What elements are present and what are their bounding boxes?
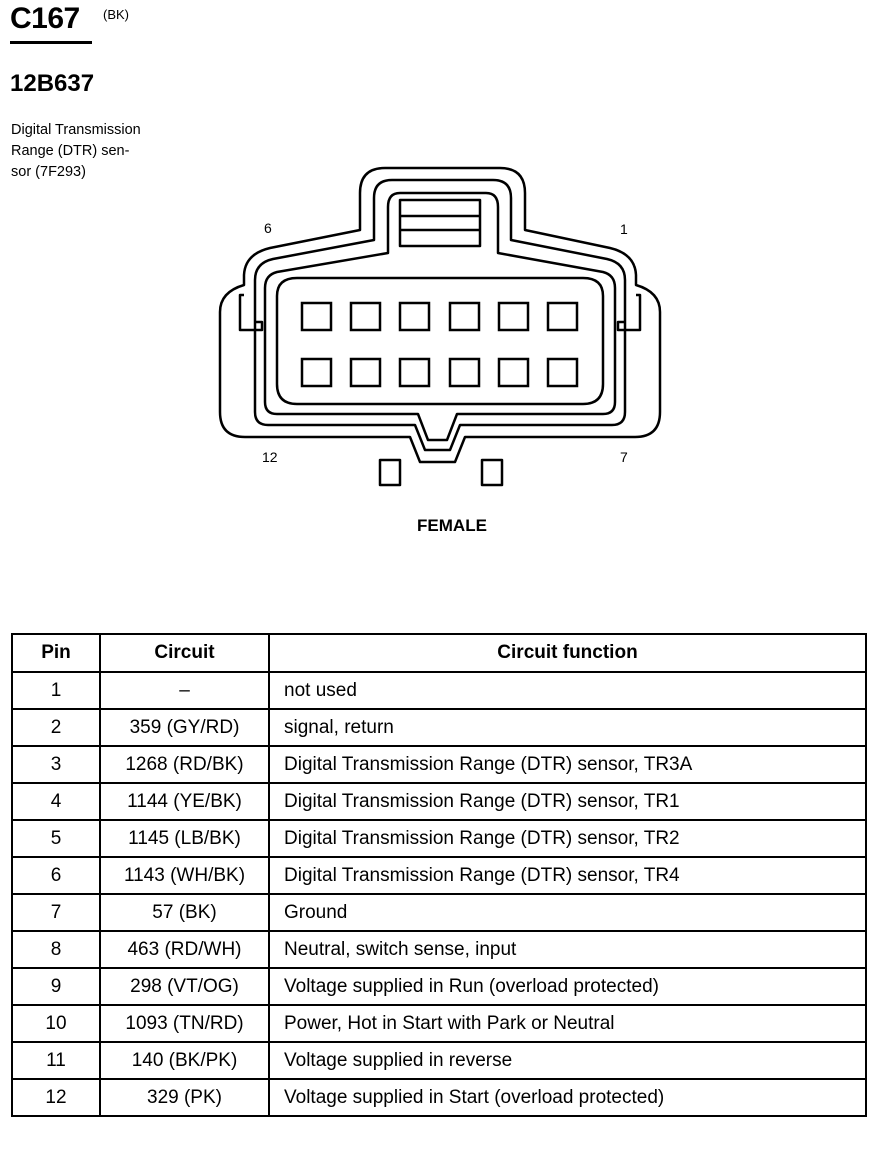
- pin-cavity-1: [548, 303, 577, 330]
- circuit-function: Ground: [269, 894, 866, 931]
- table-row: [12, 709, 866, 746]
- circuit: 1144 (YE/BK): [100, 783, 269, 820]
- description-line: sor (7F293): [11, 164, 86, 180]
- circuit: 57 (BK): [100, 894, 269, 931]
- pin-number: 8: [12, 931, 100, 968]
- table-row: [12, 1042, 866, 1079]
- pinout-table: [11, 633, 867, 1117]
- header-circuit: Circuit: [100, 634, 269, 672]
- connector-gender-label: FEMALE: [417, 516, 487, 535]
- pin-number: 12: [12, 1079, 100, 1116]
- pin-cavity-12: [302, 359, 331, 386]
- right-latch-ear: [618, 295, 640, 330]
- table-row: [12, 1005, 866, 1042]
- pin-number: 10: [12, 1005, 100, 1042]
- circuit: 463 (RD/WH): [100, 931, 269, 968]
- pin-cavity-2: [499, 303, 528, 330]
- pin-number: 2: [12, 709, 100, 746]
- pin-label-bottom-left: 12: [262, 449, 278, 465]
- part-number: 12B637: [10, 70, 95, 97]
- circuit: 359 (GY/RD): [100, 709, 269, 746]
- housing-outer-outline: [220, 168, 660, 462]
- circuit: 1143 (WH/BK): [100, 857, 269, 894]
- description-line: Range (DTR) sen-: [11, 143, 130, 159]
- pin-number: 4: [12, 783, 100, 820]
- circuit: 140 (BK/PK): [100, 1042, 269, 1079]
- circuit-function: Power, Hot in Start with Park or Neutral: [269, 1005, 866, 1042]
- circuit-function: Digital Transmission Range (DTR) sensor, TR3A: [269, 746, 866, 783]
- table-row: [12, 1079, 866, 1116]
- pin-number: 3: [12, 746, 100, 783]
- bottom-key-left: [380, 460, 400, 485]
- pin-cavity-6: [302, 303, 331, 330]
- pin-number: 9: [12, 968, 100, 1005]
- circuit-function: Digital Transmission Range (DTR) sensor, TR4: [269, 857, 866, 894]
- circuit: 1145 (LB/BK): [100, 820, 269, 857]
- bottom-key-right: [482, 460, 502, 485]
- circuit-function: Voltage supplied in reverse: [269, 1042, 866, 1079]
- pin-cavity-3: [450, 303, 479, 330]
- circuit-function: Neutral, switch sense, input: [269, 931, 866, 968]
- pin-cavity-8: [499, 359, 528, 386]
- connector-color: (BK): [103, 7, 129, 22]
- header-pin: Pin: [12, 634, 100, 672]
- circuit: 298 (VT/OG): [100, 968, 269, 1005]
- pin-cavity-7: [548, 359, 577, 386]
- circuit-function: Digital Transmission Range (DTR) sensor, TR2: [269, 820, 866, 857]
- pin-label-top-left: 6: [264, 220, 272, 236]
- table-row: [12, 672, 866, 709]
- circuit-function: Voltage supplied in Run (overload protected): [269, 968, 866, 1005]
- pin-number: 1: [12, 672, 100, 709]
- pin-number: 11: [12, 1042, 100, 1079]
- connector-face-diagram: [0, 0, 884, 560]
- pin-cavity-4: [400, 303, 429, 330]
- table-row: [12, 783, 866, 820]
- description-line: Digital Transmission: [11, 122, 141, 138]
- table-row: [12, 857, 866, 894]
- table-row: [12, 968, 866, 1005]
- circuit: 1093 (TN/RD): [100, 1005, 269, 1042]
- pin-cavity-11: [351, 359, 380, 386]
- pin-cavity-9: [450, 359, 479, 386]
- circuit-function: Digital Transmission Range (DTR) sensor, TR1: [269, 783, 866, 820]
- table-header-row: [12, 634, 866, 672]
- circuit: 329 (PK): [100, 1079, 269, 1116]
- table-row: [12, 894, 866, 931]
- circuit-function: signal, return: [269, 709, 866, 746]
- circuit-function: not used: [269, 672, 866, 709]
- table-row: [12, 820, 866, 857]
- pin-number: 6: [12, 857, 100, 894]
- circuit: –: [100, 672, 269, 709]
- table-row: [12, 931, 866, 968]
- table-row: [12, 746, 866, 783]
- pin-number: 5: [12, 820, 100, 857]
- locking-tab: [400, 200, 480, 246]
- pin-label-bottom-right: 7: [620, 449, 628, 465]
- circuit: 1268 (RD/BK): [100, 746, 269, 783]
- pin-cavity-5: [351, 303, 380, 330]
- pin-number: 7: [12, 894, 100, 931]
- connector-id: C167: [10, 2, 80, 35]
- header-circuit-function: Circuit function: [269, 634, 866, 672]
- left-latch-ear: [240, 295, 262, 330]
- pin-cavity-10: [400, 359, 429, 386]
- circuit-function: Voltage supplied in Start (overload protected): [269, 1079, 866, 1116]
- pin-label-top-right: 1: [620, 221, 628, 237]
